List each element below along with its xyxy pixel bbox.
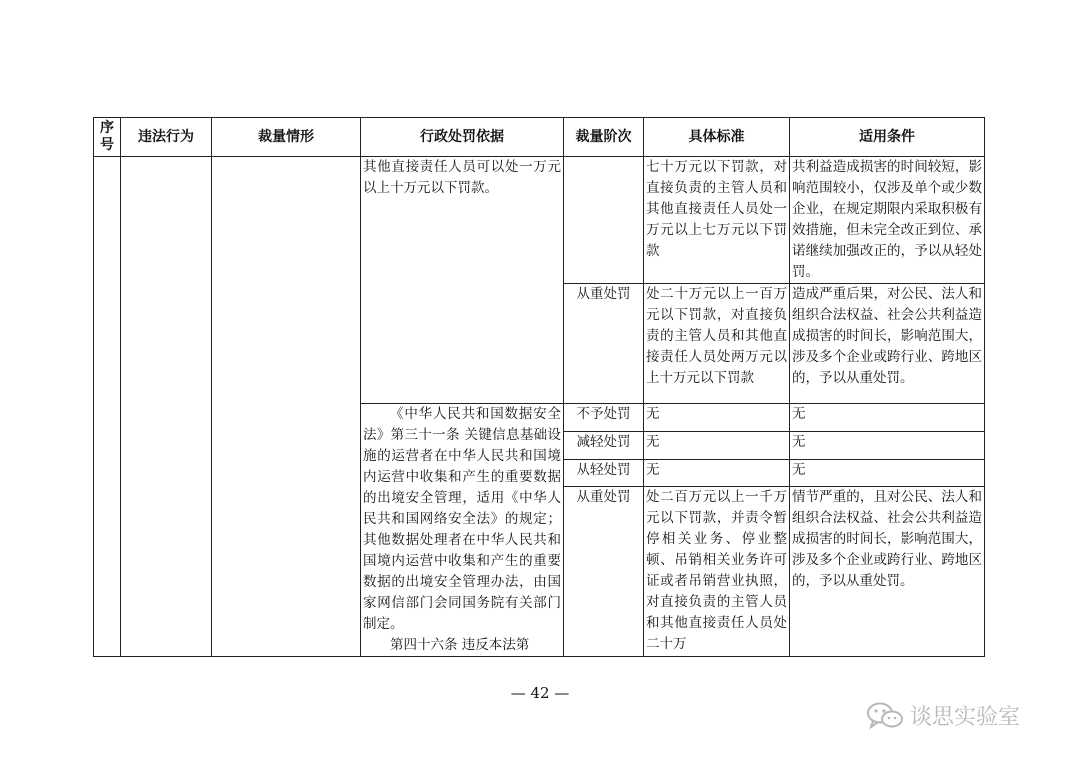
standard-cell: 无 (644, 404, 790, 432)
standard-cell: 无 (644, 460, 790, 487)
header-level: 裁量阶次 (564, 118, 644, 157)
header-violation: 违法行为 (121, 118, 212, 157)
table-header-row (94, 118, 985, 157)
watermark (866, 700, 1020, 731)
basis-cell: 其他直接责任人员可以处一万元以上十万元以下罚款。 (361, 157, 564, 404)
standard-cell: 七十万元以下罚款，对直接负责的主管人员和其他直接责任人员处一万元以上七万元以下罚款 (644, 157, 790, 284)
level-cell: 不予处罚 (564, 404, 644, 432)
level-cell: 从轻处罚 (564, 460, 644, 487)
wechat-icon (866, 701, 904, 731)
standard-cell: 处二十万元以上一百万元以下罚款，对直接负责的主管人员和其他直接责任人员处两万元以上十万元以下罚款 (644, 284, 790, 404)
header-standard: 具体标准 (644, 118, 790, 157)
violation-cell (121, 157, 212, 657)
condition-cell: 无 (790, 460, 985, 487)
basis-text-continued: 第四十六条 违反本法第 (390, 637, 530, 653)
page-number: — 42 — (510, 684, 570, 702)
standard-cell: 处二百万元以上一千万元以下罚款，并责令暂停相关业务、停业整顿、吊销相关业务许可证或者吊销营业执照，对直接负责的主管人员和其他直接责任人员处二十万 (644, 487, 790, 657)
header-circumstance: 裁量情形 (212, 118, 361, 157)
condition-cell: 无 (790, 404, 985, 432)
basis-text: 《中华人民共和国数据安全法》第三十一条 关键信息基础设施的运营者在中华人民共和国境内运营中收集和产生的重要数据的出境安全管理，适用《中华人民共和国网络安全法》的规定；其他数据处理者在中华人民共和国境内运营中收集和产生的重要数据的出境安全管理办法，由国家网信部门会同国务院有关部门制定。 (363, 406, 561, 632)
level-cell: 减轻处罚 (564, 432, 644, 460)
header-condition: 适用条件 (790, 118, 985, 157)
seq-cell (94, 157, 121, 657)
condition-cell: 情节严重的，且对公民、法人和组织合法权益、社会公共利益造成损害的时间长，影响范围大，涉及多个企业或跨行业、跨地区的，予以从重处罚。 (790, 487, 985, 657)
condition-cell: 无 (790, 432, 985, 460)
header-seq: 序号 (94, 118, 121, 157)
circumstance-cell (212, 157, 361, 657)
condition-cell: 造成严重后果，对公民、法人和组织合法权益、社会公共利益造成损害的时间长，影响范围大，涉及多个企业或跨行业、跨地区的，予以从重处罚。 (790, 284, 985, 404)
level-cell (564, 157, 644, 284)
level-cell: 从重处罚 (564, 487, 644, 657)
watermark-text: 谈思实验室 (910, 705, 1021, 730)
header-basis: 行政处罚依据 (361, 118, 564, 157)
penalty-table (93, 117, 985, 657)
level-cell: 从重处罚 (564, 284, 644, 404)
table-row (94, 157, 985, 284)
standard-cell: 无 (644, 432, 790, 460)
condition-cell: 共利益造成损害的时间较短，影响范围较小，仅涉及单个或少数企业，在规定期限内采取积极有效措施，但未完全改正到位、承诺继续加强改正的，予以从轻处罚。 (790, 157, 985, 284)
basis-cell (361, 404, 564, 657)
